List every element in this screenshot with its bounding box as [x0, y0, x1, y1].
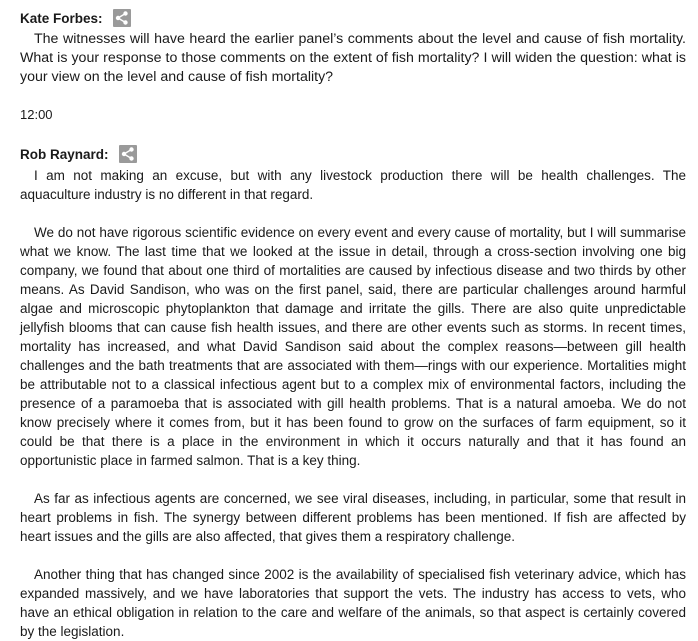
speech-paragraph: Another thing that has changed since 2002 is the availability of specialised fish veterinary advice, which has expanded massively, and we have laboratories that support the vets. The industry has access to vets, who have an ethical obligation in relation to the care and welfare of the animals, so that aspect is certainly covered by the legislation.: [20, 567, 686, 639]
speaker-name: Rob Raynard:: [20, 146, 109, 162]
contribution-kate-forbes: [20, 6, 686, 87]
timestamp: 12:00: [20, 107, 53, 122]
share-icon[interactable]: [119, 145, 137, 163]
contribution-rob-raynard: [20, 142, 686, 641]
speech-paragraph: I am not making an excuse, but with any livestock production there will be health challenges. The aquaculture industry is no different in that regard.: [20, 168, 686, 202]
share-icon[interactable]: [113, 9, 131, 27]
speech-paragraph: We do not have rigorous scientific evidence on every event and every cause of mortality, but I will summarise what we know. The last time that we looked at the issue in detail, through a cross-section involving one big company, we found that about one third of mortalities are caused by infectious disease and two thirds by other means. As David Sandison, who was on the first panel, said, there are particular challenges around harmful algae and microscopic phytoplankton that damage and irritate the gills. There are also quite unpredictable jellyfish blooms that can cause fish health issues, and there are other events such as storms. In recent times, mortality has increased, and what David Sandison said about the complex reasons—between gill health challenges and the bath treatments that are associated with them—rings with our experience. Mortalities might be attributable not to a classical infectious agent but to a complex mix of environmental factors, including the presence of a paramoeba that is associated with gill health problems. That is a natural amoeba. We do not know precisely where it comes from, but it has been found to grow on the surfaces of farm equipment, so it could be that there is a place in the environment in which it occurs naturally and that it has found an opportunistic place in farmed salmon. That is a key thing.: [20, 225, 686, 468]
transcript: [20, 6, 686, 641]
speaker-name: Kate Forbes:: [20, 10, 103, 26]
speaker-row: [20, 142, 686, 166]
speech-paragraph: As far as infectious agents are concerned, we see viral diseases, including, in particular, some that result in heart problems in fish. The synergy between different problems has been mentioned. If fish are affected by heart issues and the gills are also affected, that gives them a respiratory challenge.: [20, 491, 686, 544]
speech-paragraph: The witnesses will have heard the earlier panel’s comments about the level and cause of fish mortality. What is your response to those comments on the extent of fish mortality? I will widen the question: what is your view on the level and cause of fish mortality?: [20, 31, 686, 85]
speaker-row: [20, 6, 686, 30]
